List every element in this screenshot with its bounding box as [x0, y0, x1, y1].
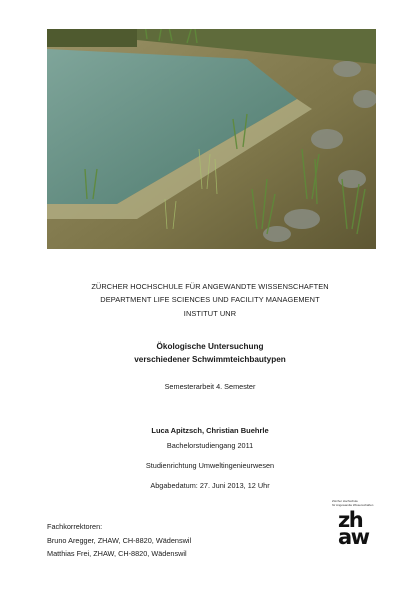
corrector-2: Matthias Frei, ZHAW, CH-8820, Wädenswil [47, 549, 187, 558]
study-direction: Studienrichtung Umweltingenieurwesen [145, 461, 275, 470]
corrector-1: Bruno Aregger, ZHAW, CH-8820, Wädenswil [47, 535, 192, 545]
logo-mark-line-2: aw [338, 525, 369, 549]
title-line-1: Ökologische Untersuchung [156, 342, 264, 351]
natural-swimming-pond-photo [47, 29, 376, 249]
cover-photo [47, 29, 376, 249]
department-name: DEPARTMENT LIFE SCIENCES UND FACILITY MANAGEMENT [100, 295, 320, 305]
institution-name: ZÜRCHER HOCHSCHULE FÜR ANGEWANDTE WISSENSCHAFTEN [91, 282, 329, 291]
correctors-heading: Fachkorrektoren: [47, 522, 103, 531]
logo-caption-line-1: Zürcher Hochschule [332, 499, 358, 503]
logo-caption-line-2: für Angewandte Wissenschaften [332, 502, 374, 507]
title-line-2: verschiedener Schwimmteichbautypen [134, 355, 286, 364]
logo-caption [332, 500, 373, 507]
institute-name: INSTITUT UNR [183, 308, 237, 318]
submission-date: Abgabedatum: 27. Juni 2013, 12 Uhr [150, 481, 270, 490]
institution-block [0, 280, 420, 320]
correctors-block [47, 520, 191, 561]
logo-mark [338, 508, 369, 549]
thesis-type: Semesterarbeit 4. Semester [164, 382, 256, 391]
zhaw-logo [332, 500, 382, 570]
degree-program: Bachelorstudiengang 2011 [166, 441, 254, 450]
authors: Luca Apitzsch, Christian Buehrle [151, 426, 269, 435]
document-title [0, 340, 420, 366]
logo-mark-line-1: zh [338, 508, 363, 532]
